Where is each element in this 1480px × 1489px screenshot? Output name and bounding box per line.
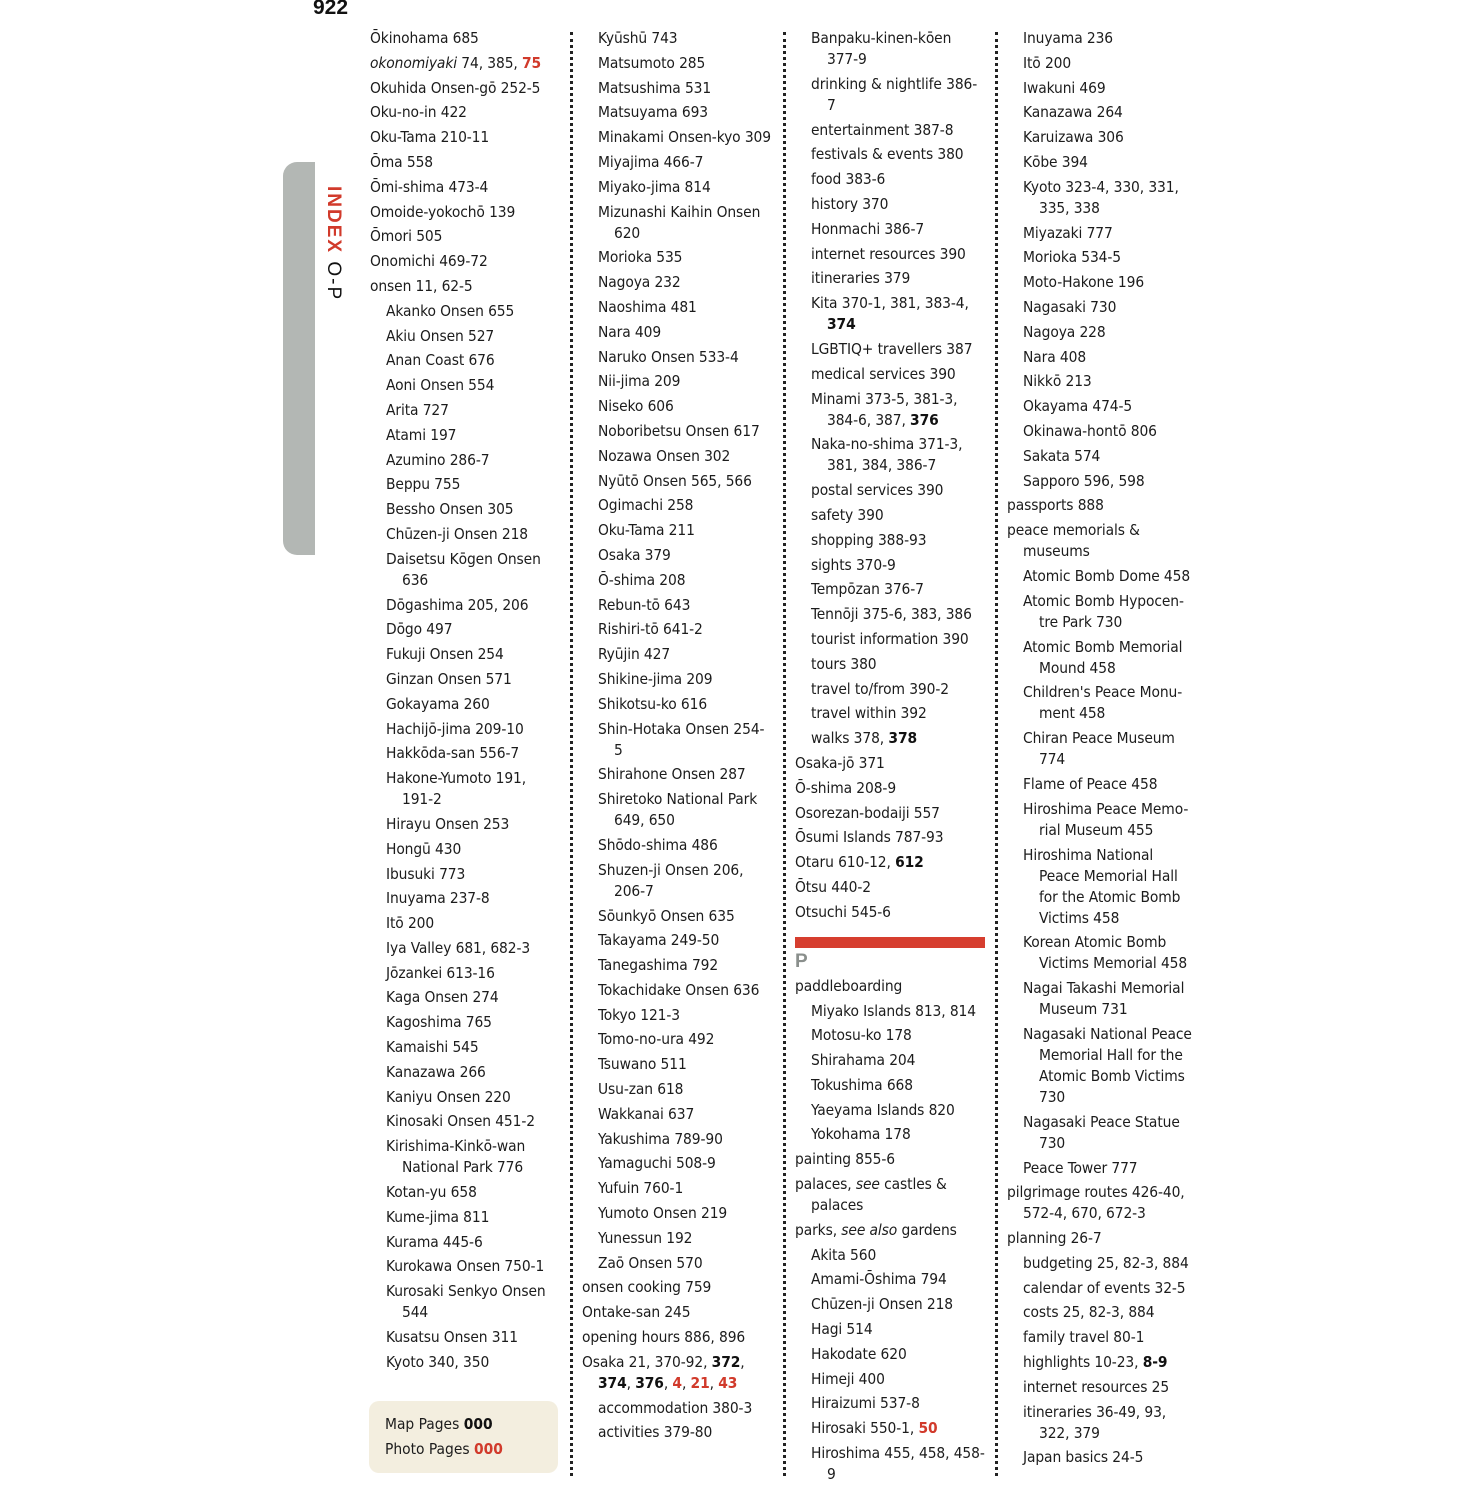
index-entry: Oku-no-in 422 (370, 103, 467, 122)
index-entry: Onomichi 469-72 (370, 252, 488, 271)
index-subentry: Atami 197 (386, 425, 457, 444)
index-subentry: Kagoshima 765 (386, 1013, 492, 1032)
index-entry: palaces, see castles & palaces (795, 1175, 947, 1215)
index-subentry: Nyūtō Onsen 565, 566 (598, 471, 752, 490)
index-subentry: Okayama 474-5 (1023, 397, 1133, 416)
index-subentry: Tokyo 121-3 (598, 1005, 680, 1024)
index-entry: onsen 11, 62-5 (370, 276, 473, 295)
index-subentry: costs 25, 82-3, 884 (1023, 1303, 1155, 1322)
index-subentry: Yaeyama Islands 820 (811, 1100, 955, 1119)
index-subentry: Ō-shima 208 (598, 570, 686, 589)
index-entry: painting 855-6 (795, 1150, 895, 1169)
index-subentry: Chiran Peace Museum 774 (1023, 729, 1175, 769)
index-subentry: Hakodate 620 (811, 1344, 907, 1363)
index-subentry: Shirahama 204 (811, 1051, 916, 1070)
index-subentry: Usu-zan 618 (598, 1080, 684, 1099)
column-divider (570, 32, 573, 1476)
index-subentry: Hakkōda-san 556-7 (386, 744, 520, 763)
index-subentry: Anan Coast 676 (386, 351, 495, 370)
index-entry: Ō-shima 208-9 (795, 778, 897, 797)
index-letter-range: O-P (323, 261, 344, 302)
index-subentry: activities 379-80 (598, 1423, 713, 1442)
index-subentry: Kyoto 323-4, 330, 331, 335, 338 (1023, 177, 1179, 217)
index-column-4 (1007, 28, 1197, 1472)
index-subentry: Itō 200 (386, 914, 435, 933)
index-subentry: Tennōji 375-6, 383, 386 (811, 605, 972, 624)
index-entry: Otsuchi 545-6 (795, 902, 891, 921)
index-subentry: Children's Peace Monu-ment 458 (1023, 683, 1183, 723)
index-subentry: Kaniyu Onsen 220 (386, 1087, 511, 1106)
index-subentry: Wakkanai 637 (598, 1104, 695, 1123)
index-subentry: Matsumoto 285 (598, 53, 706, 72)
index-subentry: Ogimachi 258 (598, 496, 694, 515)
index-section-label: INDEX (323, 186, 344, 255)
index-subentry: Karuizawa 306 (1023, 128, 1124, 147)
index-subentry: Gokayama 260 (386, 694, 490, 713)
index-subentry: Bessho Onsen 305 (386, 500, 514, 519)
index-entry: Ōmori 505 (370, 227, 443, 246)
index-subentry: internet resources 390 (811, 244, 966, 263)
index-subentry: Hagi 514 (811, 1320, 873, 1339)
index-subentry: drinking & nightlife 386-7 (811, 74, 978, 114)
index-subentry: Kurama 445-6 (386, 1232, 483, 1251)
index-subentry: Kanazawa 266 (386, 1062, 486, 1081)
index-entry: onsen cooking 759 (582, 1278, 712, 1297)
index-subentry: itineraries 36-49, 93, 322, 379 (1023, 1402, 1167, 1442)
index-subentry: Sapporo 596, 598 (1023, 471, 1145, 490)
index-subentry: Mizunashi Kaihin Onsen 620 (598, 202, 761, 242)
index-subentry: Kamaishi 545 (386, 1038, 479, 1057)
index-subentry: walks 378, 378 (811, 729, 918, 748)
index-subentry: sights 370-9 (811, 555, 896, 574)
index-subentry: Tokushima 668 (811, 1075, 913, 1094)
index-subentry: Yamaguchi 508-9 (598, 1154, 716, 1173)
index-subentry: Chūzen-ji Onsen 218 (811, 1295, 953, 1314)
index-entry: Ōmi-shima 473-4 (370, 177, 489, 196)
index-subentry: Daisetsu Kōgen Onsen 636 (386, 549, 541, 589)
index-subentry: Azumino 286-7 (386, 450, 490, 469)
index-subentry: history 370 (811, 194, 889, 213)
index-subentry: Japan basics 24-5 (1023, 1448, 1144, 1467)
index-subentry: Arita 727 (386, 400, 449, 419)
index-subentry: Matsushima 531 (598, 78, 712, 97)
index-subentry: Honmachi 386-7 (811, 219, 925, 238)
column-divider (995, 32, 998, 1476)
index-subentry: Hachijō-jima 209-10 (386, 719, 524, 738)
index-subentry: postal services 390 (811, 481, 944, 500)
index-subentry: Jōzankei 613-16 (386, 963, 495, 982)
index-subentry: Nagasaki National Peace Memorial Hall for the Atomic Bomb Victims 730 (1023, 1024, 1192, 1106)
index-subentry: Korean Atomic Bomb Victims Memorial 458 (1023, 933, 1188, 973)
index-subentry: Nagasaki Peace Statue 730 (1023, 1112, 1180, 1152)
index-subentry: Kotan-yu 658 (386, 1183, 477, 1202)
page-number: 922 (313, 0, 349, 19)
index-subentry: Kyūshū 743 (598, 29, 678, 47)
index-subentry: Tanegashima 792 (598, 956, 719, 975)
index-subentry: Atomic Bomb Hypocen-tre Park 730 (1023, 591, 1184, 631)
index-subentry: Sōunkyō Onsen 635 (598, 906, 735, 925)
index-subentry: Minami 373-5, 381-3, 384-6, 387, 376 (811, 389, 958, 429)
index-subentry: internet resources 25 (1023, 1377, 1170, 1396)
index-subentry: Fukuji Onsen 254 (386, 645, 504, 664)
index-subentry: Osaka 379 (598, 545, 671, 564)
section-letter: P (795, 950, 808, 972)
index-subentry: Zaō Onsen 570 (598, 1253, 703, 1272)
page-legend (369, 1401, 558, 1473)
index-subentry: safety 390 (811, 505, 884, 524)
index-subentry: calendar of events 32-5 (1023, 1278, 1186, 1297)
index-subentry: Naoshima 481 (598, 297, 697, 316)
index-entry: okonomiyaki 74, 385, 75 (370, 53, 542, 72)
index-entry: pilgrimage routes 426-40, 572-4, 670, 672-3 (1007, 1183, 1185, 1223)
index-entry: Ōma 558 (370, 152, 433, 171)
index-subentry: Ryūjin 427 (598, 645, 671, 664)
index-subentry: Beppu 755 (386, 475, 461, 494)
index-subentry: Kurokawa Onsen 750-1 (386, 1257, 545, 1276)
index-subentry: Naka-no-shima 371-3, 381, 384, 386-7 (811, 435, 963, 475)
index-subentry: Kanazawa 264 (1023, 103, 1123, 122)
index-entry: Osaka 21, 370-92, 372, 374, 376, 4, 21, 43 (582, 1352, 745, 1392)
index-subentry: Nagoya 232 (598, 273, 681, 292)
index-subentry: Shiretoko National Park 649, 650 (598, 790, 758, 830)
index-subentry: Dōgashima 205, 206 (386, 595, 529, 614)
index-subentry: Hongū 430 (386, 839, 462, 858)
index-subentry: Yakushima 789-90 (598, 1129, 723, 1148)
index-subentry: Itō 200 (1023, 53, 1072, 72)
index-subentry: shopping 388-93 (811, 530, 927, 549)
index-subentry: Miyako-jima 814 (598, 177, 711, 196)
index-side-tab (283, 162, 315, 555)
index-subentry: Ibusuki 773 (386, 864, 466, 883)
photo-pages-label: Photo Pages (385, 1440, 470, 1458)
index-subentry: Chūzen-ji Onsen 218 (386, 524, 528, 543)
index-subentry: Amami-Ōshima 794 (811, 1270, 947, 1289)
index-subentry: Peace Tower 777 (1023, 1158, 1138, 1177)
index-subentry: Shin-Hotaka Onsen 254-5 (598, 719, 765, 759)
index-entry: opening hours 886, 896 (582, 1328, 746, 1347)
index-subentry: Hirayu Onsen 253 (386, 814, 510, 833)
map-pages-row (385, 1415, 493, 1433)
index-entry: Ōkinohama 685 (370, 29, 479, 47)
index-side-label (322, 186, 344, 301)
index-subentry: Tsuwano 511 (598, 1055, 687, 1074)
index-subentry: Morioka 535 (598, 248, 683, 267)
column-divider (783, 32, 786, 1476)
index-subentry: Kōbe 394 (1023, 152, 1088, 171)
index-subentry: Hiroshima National Peace Memorial Hall for the Atomic Bomb Victims 458 (1023, 845, 1181, 927)
index-entry: peace memorials & museums (1007, 521, 1140, 561)
index-subentry: festivals & events 380 (811, 145, 964, 164)
index-subentry: Tempōzan 376-7 (811, 580, 924, 599)
index-column-2 (582, 28, 772, 1447)
index-subentry: Minakami Onsen-kyo 309 (598, 128, 771, 147)
index-subentry: LGBTIQ+ travellers 387 (811, 339, 973, 358)
index-subentry: Nagasaki 730 (1023, 297, 1117, 316)
index-subentry: Shikotsu-ko 616 (598, 694, 708, 713)
index-subentry: Iya Valley 681, 682-3 (386, 938, 531, 957)
index-subentry: Naruko Onsen 533-4 (598, 347, 739, 366)
index-subentry: Iwakuni 469 (1023, 78, 1106, 97)
index-subentry: Akiu Onsen 527 (386, 326, 495, 345)
index-subentry: Oku-Tama 211 (598, 521, 695, 540)
index-subentry: Yunessun 192 (598, 1228, 693, 1247)
index-subentry: Kaga Onsen 274 (386, 988, 499, 1007)
index-subentry: Hiroshima 455, 458, 458-9 (811, 1444, 985, 1484)
section-divider-bar (795, 937, 985, 948)
index-subentry: Moto-Hakone 196 (1023, 273, 1145, 292)
map-pages-label: Map Pages (385, 1415, 460, 1433)
index-subentry: Banpaku-kinen-kōen 377-9 (811, 29, 952, 68)
index-subentry: Shirahone Onsen 287 (598, 765, 746, 784)
index-subentry: Shuzen-ji Onsen 206, 206-7 (598, 860, 744, 900)
index-entry: Ōtsu 440-2 (795, 877, 871, 896)
index-entry: parks, see also gardens (795, 1220, 957, 1239)
photo-pages-value: 000 (473, 1440, 503, 1458)
index-subentry: Matsuyama 693 (598, 103, 709, 122)
index-subentry: budgeting 25, 82-3, 884 (1023, 1253, 1189, 1272)
index-entry: Omoide-yokochō 139 (370, 202, 516, 221)
index-subentry: Kurosaki Senkyo Onsen 544 (386, 1282, 546, 1322)
index-subentry: Akita 560 (811, 1245, 877, 1264)
index-subentry: Atomic Bomb Dome 458 (1023, 566, 1191, 585)
index-entry: passports 888 (1007, 496, 1104, 515)
index-subentry: Rebun-tō 643 (598, 595, 691, 614)
index-subentry: Morioka 534-5 (1023, 248, 1121, 267)
index-subentry: Motosu-ko 178 (811, 1026, 912, 1045)
index-subentry: entertainment 387-8 (811, 120, 954, 139)
index-subentry: Rishiri-tō 641-2 (598, 620, 703, 639)
index-subentry: tours 380 (811, 654, 877, 673)
index-subentry: Kirishima-Kinkō-wan National Park 776 (386, 1137, 526, 1177)
map-pages-value: 000 (463, 1415, 493, 1433)
index-column-3 (795, 28, 985, 1489)
index-entry: Oku-Tama 210-11 (370, 128, 490, 147)
index-subentry: Nii-jima 209 (598, 372, 681, 391)
index-column-1 (370, 28, 560, 1377)
index-subentry: Hirosaki 550-1, 50 (811, 1419, 938, 1438)
index-subentry: Takayama 249-50 (598, 931, 720, 950)
index-subentry: Yumoto Onsen 219 (598, 1204, 728, 1223)
index-entry: Osaka-jō 371 (795, 753, 885, 772)
index-subentry: Nikkō 213 (1023, 372, 1092, 391)
index-subentry: Atomic Bomb Memorial Mound 458 (1023, 637, 1183, 677)
index-subentry: Okinawa-hontō 806 (1023, 421, 1157, 440)
index-subentry: Nara 408 (1023, 347, 1087, 366)
index-subentry: travel within 392 (811, 704, 927, 723)
index-subentry: Kusatsu Onsen 311 (386, 1328, 518, 1347)
index-subentry: Kyoto 340, 350 (386, 1352, 490, 1371)
index-entry: paddleboarding (795, 976, 903, 995)
index-subentry: Himeji 400 (811, 1369, 885, 1388)
index-entry: planning 26-7 (1007, 1229, 1102, 1248)
index-subentry: Inuyama 236 (1023, 29, 1114, 47)
index-subentry: family travel 80-1 (1023, 1328, 1145, 1347)
index-subentry: tourist information 390 (811, 629, 969, 648)
index-subentry: medical services 390 (811, 364, 956, 383)
index-subentry: Shikine-jima 209 (598, 669, 713, 688)
index-subentry: Kume-jima 811 (386, 1207, 490, 1226)
photo-pages-row (385, 1440, 503, 1458)
index-subentry: highlights 10-23, 8-9 (1023, 1353, 1168, 1372)
index-subentry: Tomo-no-ura 492 (598, 1030, 715, 1049)
index-subentry: Nagoya 228 (1023, 322, 1106, 341)
index-subentry: accommodation 380-3 (598, 1398, 753, 1417)
index-subentry: food 383-6 (811, 170, 886, 189)
index-subentry: Flame of Peace 458 (1023, 774, 1158, 793)
index-subentry: Miyajima 466-7 (598, 152, 704, 171)
index-subentry: Hakone-Yumoto 191, 191-2 (386, 769, 527, 809)
index-subentry: Kita 370-1, 381, 383-4, 374 (811, 294, 969, 334)
index-subentry: Aoni Onsen 554 (386, 376, 495, 395)
index-subentry: Hiraizumi 537-8 (811, 1394, 920, 1413)
index-entry: Osorezan-bodaiji 557 (795, 803, 940, 822)
index-subentry: Hiroshima Peace Memo-rial Museum 455 (1023, 799, 1189, 839)
index-subentry: Kinosaki Onsen 451-2 (386, 1112, 535, 1131)
index-subentry: Shōdo-shima 486 (598, 835, 718, 854)
index-entry: Ontake-san 245 (582, 1303, 691, 1322)
index-subentry: Yufuin 760-1 (598, 1179, 684, 1198)
index-entry: Ōsumi Islands 787-93 (795, 828, 944, 847)
index-subentry: Sakata 574 (1023, 446, 1101, 465)
index-subentry: Nagai Takashi Memorial Museum 731 (1023, 979, 1185, 1019)
index-subentry: Ginzan Onsen 571 (386, 669, 512, 688)
index-subentry: Yokohama 178 (811, 1125, 911, 1144)
index-subentry: Akanko Onsen 655 (386, 301, 515, 320)
index-subentry: Niseko 606 (598, 397, 674, 416)
index-subentry: Miyako Islands 813, 814 (811, 1001, 976, 1020)
index-subentry: travel to/from 390-2 (811, 679, 949, 698)
index-subentry: Inuyama 237-8 (386, 889, 490, 908)
index-subentry: Miyazaki 777 (1023, 223, 1113, 242)
index-entry: Okuhida Onsen-gō 252-5 (370, 78, 541, 97)
index-subentry: Noboribetsu Onsen 617 (598, 421, 760, 440)
index-subentry: Nozawa Onsen 302 (598, 446, 731, 465)
index-subentry: Nara 409 (598, 322, 662, 341)
index-subentry: Dōgo 497 (386, 620, 453, 639)
index-subentry: Tokachidake Onsen 636 (598, 980, 760, 999)
index-entry: Otaru 610-12, 612 (795, 853, 924, 872)
index-subentry: itineraries 379 (811, 269, 911, 288)
